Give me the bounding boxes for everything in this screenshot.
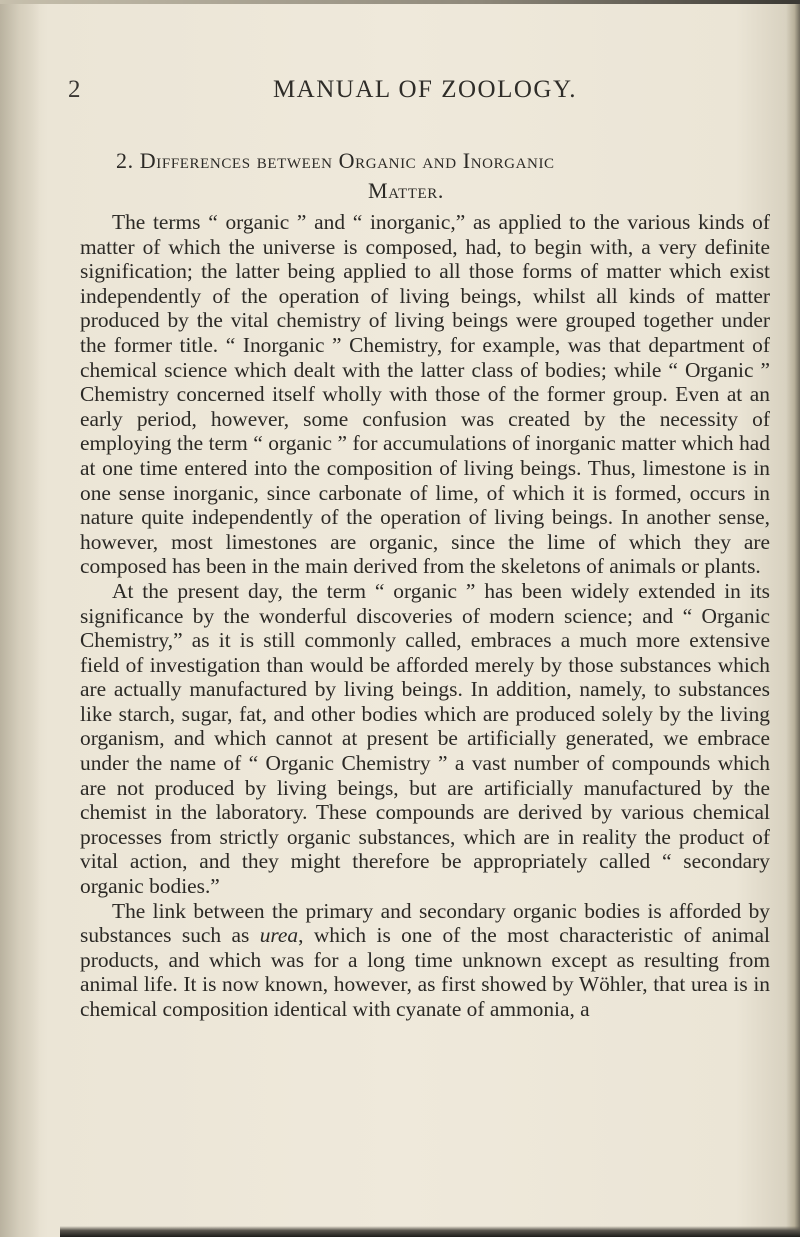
binding-shadow bbox=[0, 0, 40, 1237]
paragraph-3-start: The link between the primary and secondary organic bodies is afforded by substances such as bbox=[80, 898, 770, 948]
page-number: 2 bbox=[68, 76, 81, 103]
running-head: MANUAL OF ZOOLOGY. bbox=[272, 76, 578, 103]
page-header bbox=[60, 76, 790, 116]
bottom-edge bbox=[60, 1226, 800, 1237]
paragraph-3-end: , which is one of the most characteristic of animal products, and which was for a long time unknown except as resulting from animal life. It is now known, however, as first showed by Wöhler, that urea is in chemical composition identical with cyanate of ammonia, a bbox=[80, 923, 770, 1021]
paragraph-1: The terms “ organic ” and “ inorganic,” as applied to the various kinds of matter of which the universe is composed, had, to begin with, a very definite signification; the latter being applied to all those forms of matter which exist independently of the operation of living beings, whilst all kinds of matter produced by the vital chemistry of living beings were grouped together under the former title. “ Inorganic ” Chemistry, for example, was that department of chemical science which dealt with the latter class of bodies; while “ Organic ” Chemistry concerned itself wholly with those of the former group. Even at an early period, however, some confusion was created by the necessity of employing the term “ organic ” for accumulations of inorganic matter which had at one time entered into the composition of living beings. Thus, limestone is in one sense inorganic, since carbonate of lime, of which it is formed, occurs in nature quite independently of the operation of living beings. In another sense, however, most limestones are organic, since the lime of which they are composed has been in the main derived from the skeletons of animals or plants. bbox=[80, 210, 770, 579]
paragraph-3-emphasis: urea bbox=[259, 923, 299, 948]
page-edge-shadow bbox=[786, 0, 800, 1237]
paragraph-3 bbox=[80, 899, 770, 1022]
section-heading-line2: Matter. bbox=[368, 178, 444, 203]
section-heading bbox=[116, 146, 756, 206]
section-heading-line1: 2. Differences between Organic and Inorganic bbox=[116, 148, 555, 173]
top-edge bbox=[0, 0, 800, 4]
paragraph-2: At the present day, the term “ organic ” has been widely extended in its significance by the wonderful discoveries of modern science; and “ Organic Chemistry,” as it is still commonly called, embraces a much more extensive field of investigation than would be afforded merely by those substances which are actually manufactured by living beings. In addition, namely, to substances like starch, sugar, fat, and other bodies which are produced solely by the living organism, and which cannot at present be artificially generated, we embrace under the name of “ Organic Chemistry ” a vast number of compounds which are not produced by living beings, but are artificially manufactured by the chemist in the laboratory. These compounds are derived by various chemical processes from strictly organic substances, which are in reality the product of vital action, and they might therefore be appropriately called “ secondary organic bodies.” bbox=[80, 578, 770, 899]
body-text bbox=[80, 210, 770, 1022]
